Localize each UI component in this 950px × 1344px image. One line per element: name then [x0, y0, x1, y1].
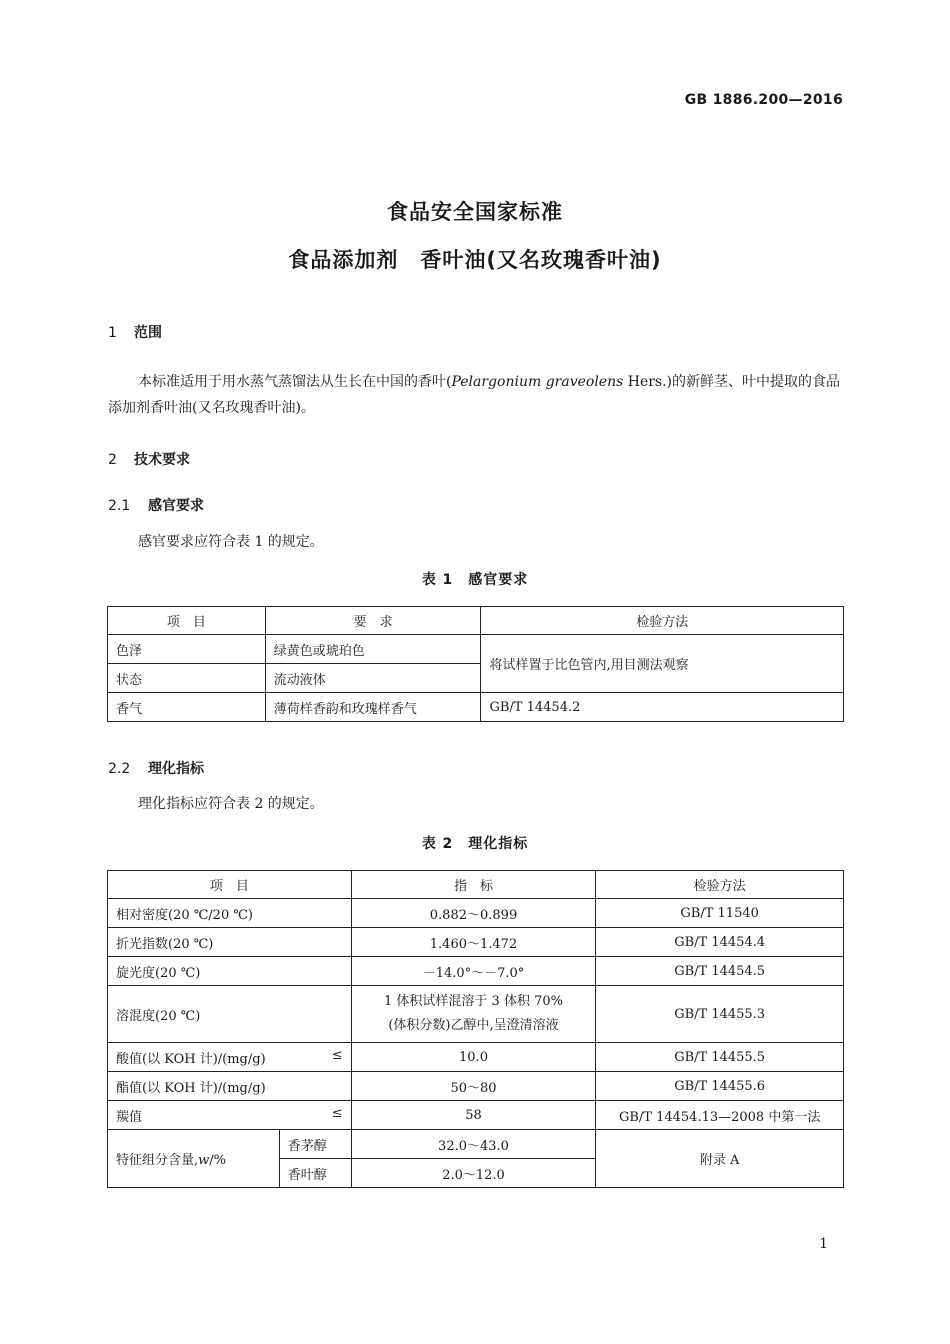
cell-method: GB/T 14455.3	[596, 986, 844, 1043]
cell-subitem: 香茅醇	[279, 1130, 351, 1159]
cell-method: 将试样置于比色管内,用目测法观察	[481, 635, 844, 693]
table-row	[108, 899, 844, 928]
item-label: 羰值	[116, 1109, 143, 1125]
cell-requirement: 流动液体	[265, 664, 481, 693]
le-symbol: ≤	[331, 1105, 343, 1121]
document-subtitle: 食品添加剂 香叶油(又名玫瑰香叶油)	[288, 248, 662, 272]
cell-item	[108, 1101, 352, 1130]
table-row	[108, 957, 844, 986]
section-number: 2	[108, 452, 117, 468]
section-2-1-paragraph: 感官要求应符合表 1 的规定。	[138, 534, 324, 550]
cell-value: 58	[351, 1101, 596, 1130]
section-2-2-heading	[108, 758, 204, 778]
table-row	[108, 1130, 844, 1159]
standard-code: GB 1886.200—2016	[684, 92, 843, 108]
section-number: 2.1	[108, 498, 131, 514]
section-2-heading	[108, 449, 190, 469]
header-value: 指 标	[351, 871, 596, 899]
cell-subitem: 香叶醇	[279, 1159, 351, 1188]
header-item: 项 目	[108, 871, 352, 899]
cell-value: 1.460～1.472	[351, 928, 596, 957]
table-row	[108, 986, 844, 1043]
table-row	[108, 1072, 844, 1101]
cell-value: 2.0～12.0	[351, 1159, 596, 1188]
section-2-2-paragraph: 理化指标应符合表 2 的规定。	[138, 796, 324, 812]
table-header-row	[108, 871, 844, 899]
physicochemical-table	[107, 870, 844, 1188]
header-item: 项 目	[108, 607, 266, 635]
cell-method: GB/T 14454.5	[596, 957, 844, 986]
cell-method: GB/T 11540	[596, 899, 844, 928]
value-line: (体积分数)乙醇中,呈澄清溶液	[388, 1018, 559, 1033]
cell-method: GB/T 14454.13—2008 中第一法	[596, 1101, 844, 1130]
section-number: 1	[108, 325, 117, 341]
cell-item: 香气	[108, 693, 266, 722]
section-title: 感官要求	[148, 498, 204, 514]
cell-item: 状态	[108, 664, 266, 693]
header-method: 检验方法	[481, 607, 844, 635]
cell-item: 特征组分含量,w/%	[108, 1130, 280, 1188]
table-row	[108, 1101, 844, 1130]
section-1-paragraph: 本标准适用于用水蒸气蒸馏法从生长在中国的香叶(Pelargonium graveolens Hers.)的新鲜茎、叶中提取的食品添加剂香叶油(又名玫瑰香叶油)。	[108, 374, 841, 416]
value-line: 1 体积试样混溶于 3 体积 70%	[384, 994, 563, 1009]
section-title: 范围	[134, 325, 162, 341]
table-row	[108, 693, 844, 722]
section-number: 2.2	[108, 761, 131, 777]
table-row	[108, 1043, 844, 1072]
cell-item: 相对密度(20 ℃/20 ℃)	[108, 899, 352, 928]
cell-value: 32.0～43.0	[351, 1130, 596, 1159]
table-1-caption: 表 1 感官要求	[421, 572, 529, 588]
section-1-heading	[108, 322, 162, 342]
cell-item: 溶混度(20 ℃)	[108, 986, 352, 1043]
cell-item: 色泽	[108, 635, 266, 664]
cell-requirement: 薄荷样香韵和玫瑰样香气	[265, 693, 481, 722]
cell-method: GB/T 14455.5	[596, 1043, 844, 1072]
cell-value: 10.0	[351, 1043, 596, 1072]
le-symbol: ≤	[331, 1047, 343, 1063]
cell-value: 50～80	[351, 1072, 596, 1101]
cell-value	[351, 986, 596, 1043]
item-label: 酸值(以 KOH 计)/(mg/g)	[116, 1051, 266, 1067]
cell-method: GB/T 14455.6	[596, 1072, 844, 1101]
cell-item: 旋光度(20 ℃)	[108, 957, 352, 986]
cell-item: 折光指数(20 ℃)	[108, 928, 352, 957]
cell-item	[108, 1043, 352, 1072]
table-row	[108, 635, 844, 664]
cell-method: GB/T 14454.4	[596, 928, 844, 957]
table-2-caption: 表 2 理化指标	[421, 836, 529, 852]
table-header-row	[108, 607, 844, 635]
table-row	[108, 928, 844, 957]
cell-value: －14.0°～－7.0°	[351, 957, 596, 986]
cell-value: 0.882～0.899	[351, 899, 596, 928]
header-requirement: 要 求	[265, 607, 481, 635]
cell-requirement: 绿黄色或琥珀色	[265, 635, 481, 664]
cell-item: 酯值(以 KOH 计)/(mg/g)	[108, 1072, 352, 1101]
section-2-1-heading	[108, 495, 204, 515]
section-title: 技术要求	[134, 452, 190, 468]
cell-method: 附录 A	[596, 1130, 844, 1188]
cell-method: GB/T 14454.2	[481, 693, 844, 722]
header-method: 检验方法	[596, 871, 844, 899]
page-number: 1	[819, 1236, 828, 1252]
latin-name: Pelargonium graveolens	[451, 374, 624, 390]
mass-fraction-symbol: w	[198, 1153, 210, 1168]
sensory-table	[107, 606, 844, 722]
section-title: 理化指标	[148, 761, 204, 777]
document-title: 食品安全国家标准	[387, 200, 563, 224]
